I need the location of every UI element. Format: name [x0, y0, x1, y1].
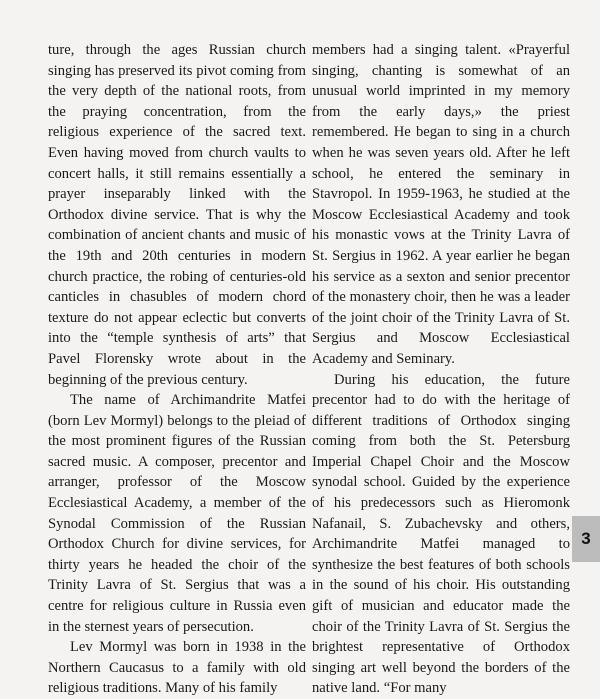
paragraph-lev-mormyl-birth: Lev Mormyl was born in 1938 in the Northern Caucasus to a family with old religious traditions. Many of his family — [48, 637, 306, 699]
page-number: 3 — [581, 529, 590, 549]
right-text-column — [312, 40, 570, 699]
paragraph-education: During his education, the future precentor had to do with the heritage of different traditions of Orthodox singing coming from both the St. Petersburg Imperial Chapel Choir and the Moscow synodal school. Guided by the experience of his predecessors such as Hieromonk Nafanail, S. Zubachevsky and others, Archimandrite Matfei managed to synthesize the best features of both schools in the sound of his choir. His outstanding gift of musician and educator made the choir of the Trinity Lavra of St. Sergius the brightest representative of Orthodox singing art well beyond the borders of the native land. “For many — [312, 370, 570, 699]
paragraph-continuation: ture, through the ages Russian church singing has preserved its pivot coming from the very depth of the national roots, from the praying concentration, from the religious experience of the sacred text. Even having moved from church vaults to concert halls, it still remains essentially a prayer inseparably linked with the Orthodox divine service. That is why the combination of ancient chants and music of the 19th and 20th centuries in modern church practice, the robing of centuries-old canticles in chasubles of modern chord texture do not appear eclectic but converts into the “temple synthesis of arts” that Pavel Florensky wrote about in the beginning of the previous century. — [48, 40, 306, 390]
page-number-tab — [572, 516, 600, 562]
left-text-column — [48, 40, 306, 699]
paragraph-singing-talent: members had a singing talent. «Prayerful singing, chanting is somewhat of an unusual world imprinted in my memory from the early days,» the priest remembered. He began to sing in a church when he was seven years old. After he left school, he entered the seminary in Stavropol. In 1959-1963, he studied at the Moscow Ecclesiastical Academy and took his monastic vows at the Trinity Lavra of St. Sergius in 1962. A year earlier he began his service as a sexton and senior precentor of the monastery choir, then he was a leader of the joint choir of the Trinity Lavra of St. Sergius and Moscow Ecclesiastical Academy and Seminary. — [312, 40, 570, 370]
paragraph-archimandrite-matfei: The name of Archimandrite Matfei (born Lev Mormyl) belongs to the pleiad of the most prominent figures of the Russian sacred music. A composer, precentor and arranger, professor of the Moscow Ecclesiastical Academy, a member of the Synodal Commission of the Russian Orthodox Church for divine services, for thirty years he headed the choir of the Trinity Lavra of St. Sergius that was a centre for religious culture in Russia even in the sternest years of persecution. — [48, 390, 306, 637]
